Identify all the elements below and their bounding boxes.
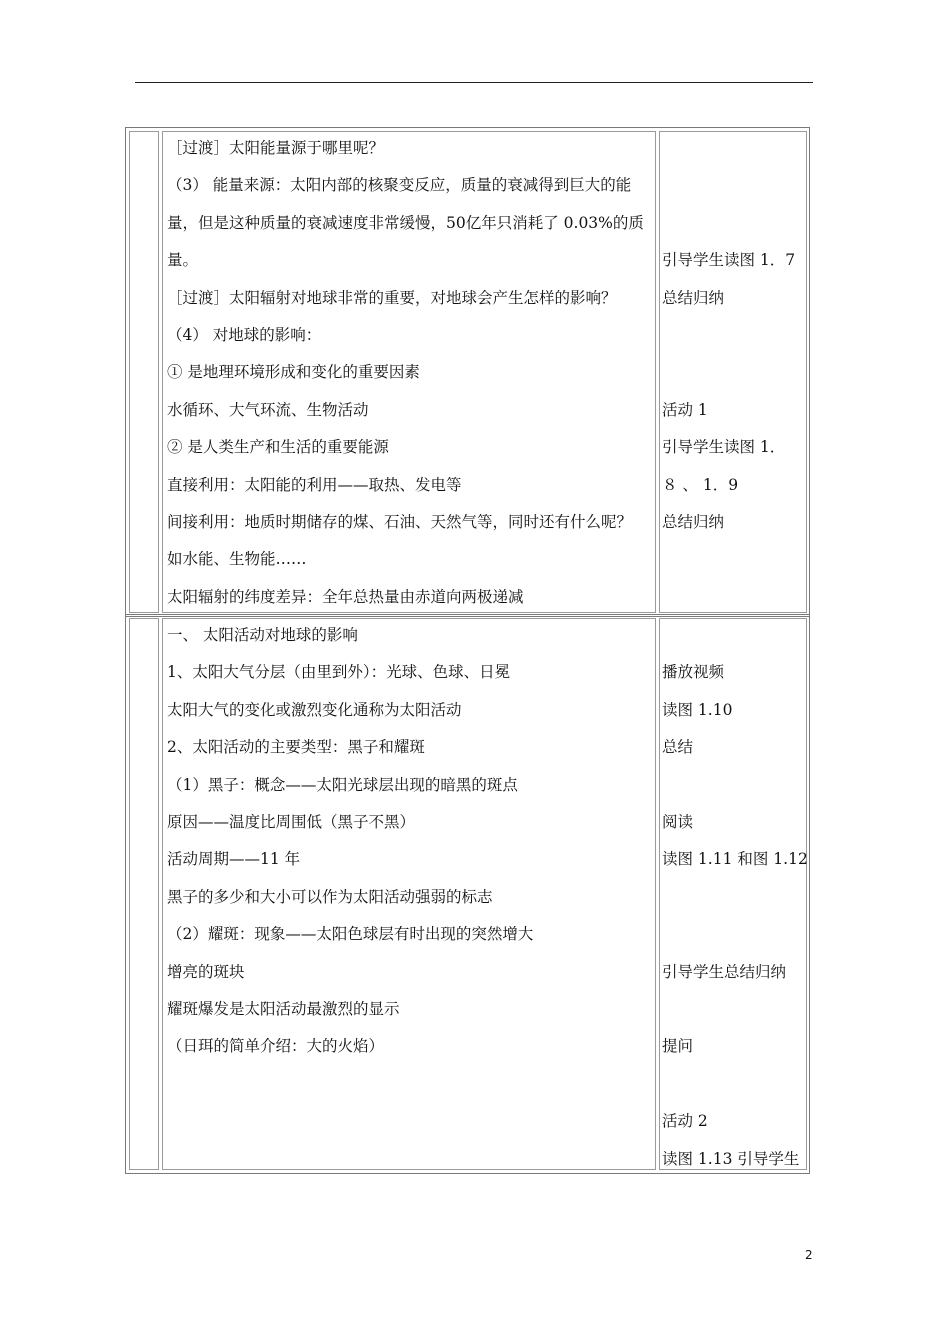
content-line: 原因——温度比周围低（黑子不黑） <box>167 813 416 831</box>
activity-line: 引导学生读图 1．7 <box>662 251 796 270</box>
content-line: 耀斑爆发是太阳活动最激烈的显示 <box>167 1000 400 1018</box>
content-line: （3） 能量来源：太阳内部的核聚变反应，质量的衰减得到巨大的能 <box>167 176 632 195</box>
content-line: 直接利用：太阳能的利用——取热、发电等 <box>167 475 462 494</box>
content-line: 量，但是这种质量的衰减速度非常缓慢，50亿年只消耗了 0.03%的质 <box>167 213 644 232</box>
content-line: 如水能、生物能…… <box>167 550 307 569</box>
lesson-table-part-1 <box>125 127 810 617</box>
content-line: 活动周期——11 年 <box>167 850 301 869</box>
content-line: 量。 <box>167 251 199 270</box>
activity-line: 读图 1.11 和图 1.12 <box>662 850 808 869</box>
index-cell <box>129 131 159 613</box>
lesson-table-part-2 <box>125 614 810 1174</box>
activity-line: 读图 1.10 <box>662 700 733 719</box>
activity-line: 读图 1.13 引导学生 <box>662 1149 800 1168</box>
page-number: 2 <box>805 1248 813 1262</box>
activity-line: 引导学生读图 1． <box>662 438 786 457</box>
activity-line: 总结归纳 <box>662 288 725 307</box>
content-line: ［过渡］太阳能量源于哪里呢？ <box>167 139 385 157</box>
index-cell <box>129 618 159 1170</box>
content-line: 太阳辐射的纬度差异：全年总热量由赤道向两极递减 <box>167 587 524 606</box>
activity-line: 阅读 <box>662 813 694 831</box>
content-line: （2）耀斑：现象——太阳色球层有时出现的突然增大 <box>167 925 534 944</box>
activity-line: ８ 、 1．9 <box>662 475 739 494</box>
header-rule <box>135 82 813 83</box>
activity-line: 总结 <box>662 738 694 757</box>
content-line: 太阳大气的变化或激烈变化通称为太阳活动 <box>167 700 462 719</box>
activity-line: 总结归纳 <box>662 513 725 531</box>
activity-line: 播放视频 <box>662 663 725 682</box>
activity-line: 活动 1 <box>662 400 708 419</box>
content-line: （日珥的简单介绍：大的火焰） <box>167 1037 385 1056</box>
content-line: 间接利用：地质时期储存的煤、石油、天然气等，同时还有什么呢？ <box>167 513 633 531</box>
activity-cell <box>659 131 807 613</box>
activity-line: 引导学生总结归纳 <box>662 962 787 981</box>
activity-cell <box>659 618 807 1170</box>
content-line: 增亮的斑块 <box>167 962 245 981</box>
content-line: 黑子的多少和大小可以作为太阳活动强弱的标志 <box>167 887 493 906</box>
activity-line: 活动 2 <box>662 1112 708 1131</box>
activity-line: 提问 <box>662 1037 694 1056</box>
content-cell <box>162 131 656 613</box>
content-line: ① 是地理环境形成和变化的重要因素 <box>167 363 420 382</box>
content-line: 一、 太阳活动对地球的影响 <box>167 626 358 644</box>
content-line: 1、太阳大气分层（由里到外）：光球、色球、日冕 <box>167 663 511 682</box>
content-line: （1）黑子：概念——太阳光球层出现的暗黑的斑点 <box>167 775 518 794</box>
content-cell <box>162 618 656 1170</box>
content-line: ［过渡］太阳辐射对地球非常的重要，对地球会产生怎样的影响？ <box>167 288 617 307</box>
content-line: （4） 对地球的影响： <box>167 326 322 344</box>
content-line: 2、太阳活动的主要类型：黑子和耀斑 <box>167 738 425 757</box>
content-line: 水循环、大气环流、生物活动 <box>167 400 369 419</box>
content-line: ② 是人类生产和生活的重要能源 <box>167 438 389 457</box>
